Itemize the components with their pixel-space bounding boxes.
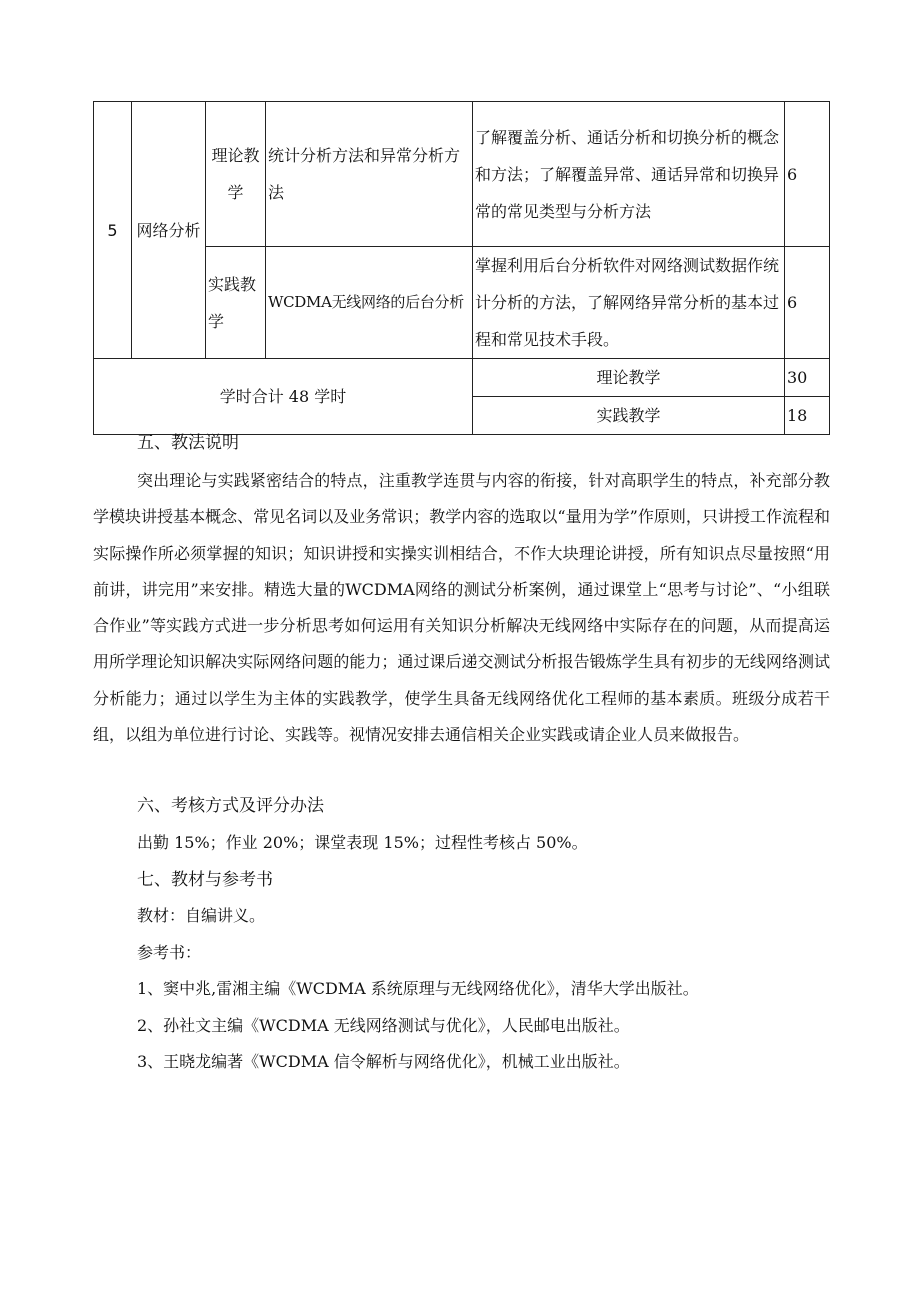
section-heading-teaching-method: 五、教法说明 <box>137 433 239 453</box>
reference-item: 3、王晓龙编著《WCDMA 信令解析与网络优化》，机械工业出版社。 <box>137 1052 630 1071</box>
teaching-content: 统计分析方法和异常分析方法 <box>266 102 473 247</box>
total-hours: 18 <box>785 397 830 435</box>
module-name: 网络分析 <box>132 102 206 359</box>
teaching-requirement: 了解覆盖分析、通话分析和切换分析的概念和方法；了解覆盖异常、通话异常和切换异常的常见类型与分析方法 <box>473 102 785 247</box>
module-number: 5 <box>94 102 132 359</box>
section-heading-textbooks: 七、教材与参考书 <box>137 870 273 890</box>
total-type: 理论教学 <box>473 359 785 397</box>
total-type: 实践教学 <box>473 397 785 435</box>
textbook-text: 教材：自编讲义。 <box>137 906 266 925</box>
teaching-method-paragraph: 突出理论与实践紧密结合的特点，注重教学连贯与内容的衔接，针对高职学生的特点，补充部分教学模块讲授基本概念、常见名词以及业务常识；教学内容的选取以“量用为学”作原则，只讲授工作流程和实际操作所必须掌握的知识；知识讲授和实操实训相结合，不作大块理论讲授，所有知识点尽量按照“用前讲，讲完用”来安排。精选大量的WCDMA网络的测试分析案例，通过课堂上“思考与讨论”、“小组联合作业”等实践方式进一步分析思考如何运用有关知识分析解决无线网络中实际存在的问题，从而提高运用所学理论知识解决实际网络问题的能力；通过课后递交测试分析报告锻炼学生具有初步的无线网络测试分析能力；通过以学生为主体的实践教学，使学生具备无线网络优化工程师的基本素质。班级分成若干组，以组为单位进行讨论、实践等。视情况安排去通信相关企业实践或请企业人员来做报告。 <box>93 471 830 745</box>
table-row <box>94 359 830 397</box>
course-schedule-table <box>93 101 830 435</box>
teaching-hours: 6 <box>785 102 830 247</box>
teaching-requirement: 掌握利用后台分析软件对网络测试数据作统计分析的方法，了解网络异常分析的基本过程和常见技术手段。 <box>473 247 785 359</box>
reference-label: 参考书： <box>137 943 202 962</box>
section-heading-assessment: 六、考核方式及评分办法 <box>137 796 324 816</box>
total-hours: 30 <box>785 359 830 397</box>
table-row <box>94 102 830 247</box>
reference-item: 2、孙社文主编《WCDMA 无线网络测试与优化》，人民邮电出版社。 <box>137 1016 630 1035</box>
reference-item: 1、窦中兆,雷湘主编《WCDMA 系统原理与无线网络优化》，清华大学出版社。 <box>137 979 699 998</box>
teaching-type: 理论教学 <box>206 102 266 247</box>
assessment-text: 出勤 15%；作业 20%；课堂表现 15%；过程性考核占 50%。 <box>137 833 588 852</box>
teaching-content: WCDMA无线网络的后台分析 <box>266 247 473 359</box>
teaching-hours: 6 <box>785 247 830 359</box>
total-hours-label: 学时合计 48 学时 <box>94 359 473 435</box>
teaching-type: 实践教学 <box>206 247 266 359</box>
